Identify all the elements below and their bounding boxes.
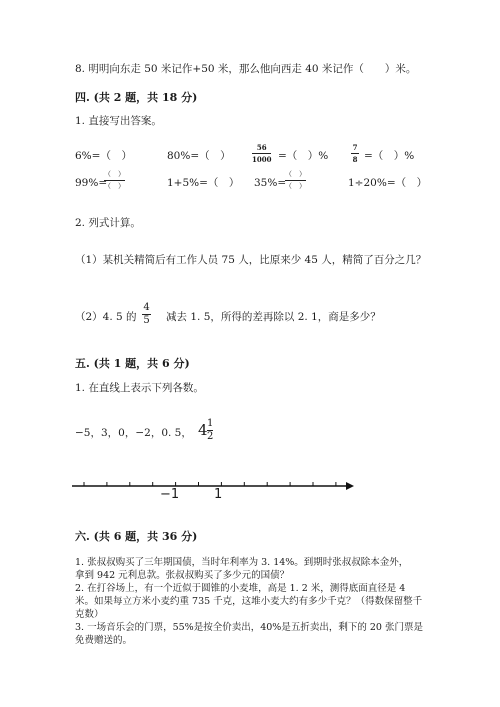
sec6-q1-line-1: 1. 张叔叔购买了三年期国债，当时年利率为 3. 14%。到期时张叔叔除本金外， [75, 557, 409, 568]
fraction-bar [104, 180, 125, 181]
fraction-denominator: （ ） [285, 182, 306, 190]
sec6-q2-line-1: 2. 在打谷场上，有一个近似于圆锥的小麦堆，高是 1. 2 米，测得底面直径是 4 [75, 583, 406, 594]
mixed-number-whole: 4 [198, 421, 208, 439]
fraction-numerator: 56 [256, 143, 267, 152]
item-80-percent: 80%=（ ） [167, 150, 231, 162]
fraction-numerator: （ ） [104, 170, 125, 178]
sec6-q2-line-2: 米。如果每立方米小麦约重 735 千克，这堆小麦大约有多少千克？（得数保留整千 [75, 596, 423, 607]
item-56-1000-rest: =（ ）% [278, 150, 329, 162]
fraction-4-5 [142, 302, 151, 327]
fraction-bar [285, 180, 306, 181]
item-99-percent: 99%= [75, 177, 108, 189]
fraction-blank-99 [104, 170, 125, 191]
section-6-title: 六. (共 6 题，共 36 分) [75, 530, 198, 543]
sec4-sub-question-2-prefix: （2）4. 5 的 [75, 311, 137, 323]
sec6-q1-line-2: 拿到 942 元利息款。张叔叔购买了多少元的国债？ [75, 570, 290, 581]
item-1-plus-5-percent: 1+5%=（ ） [167, 177, 240, 189]
item-1-div-20-percent: 1÷20%=（ ） [348, 177, 428, 189]
fraction-numerator: 1 [207, 418, 214, 429]
fraction-numerator: 4 [143, 302, 150, 313]
fraction-denominator: 5 [143, 315, 150, 326]
fraction-blank-35 [285, 170, 306, 191]
sec4-question-1: 1. 直接写出答案。 [75, 115, 162, 127]
number-line-arrow [346, 482, 354, 490]
sec4-sub-question-2-suffix: 减去 1. 5，所得的差再除以 2. 1，商是多少？ [166, 311, 381, 323]
fraction-bar [351, 153, 359, 154]
sec4-question-2: 2. 列式计算。 [75, 217, 141, 229]
sec4-sub-question-1: （1）某机关精简后有工作人员 75 人，比原来少 45 人，精简了百分之几？ [75, 254, 427, 266]
fraction-denominator: 1000 [252, 155, 272, 164]
label-positive-one: 1 [214, 487, 223, 502]
section-4-title: 四. (共 2 题，共 18 分) [75, 91, 198, 104]
question-8: 8. 明明向东走 50 米记作+50 米，那么他向西走 40 米记作（ ）米。 [75, 63, 417, 75]
fraction-56-1000 [252, 143, 271, 164]
fraction-denominator: （ ） [104, 182, 125, 190]
sec6-q3-line-1: 3. 一场音乐会的门票，55%是按全价卖出，40%是五折卖出，剩下的 20 张门票是 [75, 622, 423, 633]
item-6-percent: 6%=（ ） [75, 150, 132, 162]
number-line [70, 474, 355, 494]
fraction-numerator: 7 [352, 143, 358, 152]
fraction-7-8 [351, 143, 359, 164]
mixed-number-fraction [207, 418, 213, 443]
fraction-bar [252, 153, 271, 154]
label-negative-one: −1 [160, 487, 180, 502]
section-5-title: 五. (共 1 题，共 6 分) [75, 357, 190, 370]
item-35-percent: 35%= [254, 177, 287, 189]
fraction-denominator: 8 [352, 155, 358, 164]
item-7-8-rest: =（ ）% [364, 150, 415, 162]
sec6-q2-line-3: 克数） [75, 609, 104, 620]
fraction-denominator: 2 [207, 431, 214, 442]
numbers-to-plot: −5，3，0，−2，0. 5， [75, 427, 192, 439]
fraction-numerator: （ ） [285, 170, 306, 178]
sec5-question-1: 1. 在直线上表示下列各数。 [75, 382, 204, 394]
sec6-q3-line-2: 免费赠送的。 [75, 635, 133, 646]
